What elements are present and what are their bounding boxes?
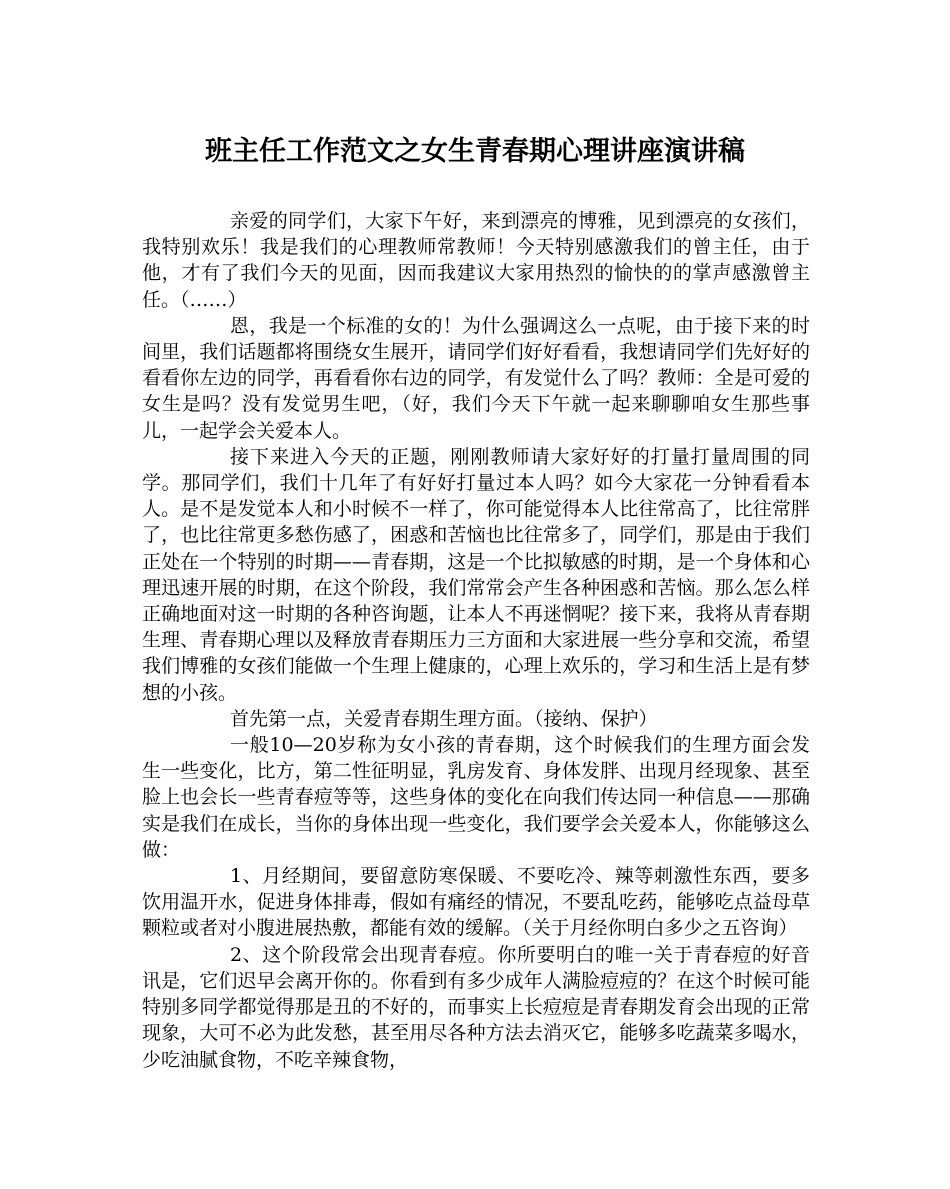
- paragraph: 恩，我是一个标准的女的！为什么强调这么一点呢，由于接下来的时间里，我们话题都将围绕女生展开，请同学们好好看看，我想请同学们先好好的看看你左边的同学，再看看你右边的同学，有发觉什么了吗？教师：全是可爱的女生是吗？没有发觉男生吧，（好，我们今天下午就一起来聊聊咱女生那些事儿，一起学会关爱本人。: [142, 314, 810, 442]
- paragraph: 1、月经期间，要留意防寒保暖、不要吃冷、辣等刺激性东西，要多饮用温开水，促进身体排毒，假如有痛经的情况，不要乱吃药，能够吃点益母草颗粒或者对小腹进展热敷，都能有效的缓解。（关于月经你明白多少之五咨询）: [142, 865, 810, 940]
- paragraph: 亲爱的同学们，大家下午好，来到漂亮的博雅，见到漂亮的女孩们，我特别欢乐！我是我们的心理教师常教师！今天特别感激我们的曾主任，由于他，才有了我们今天的见面，因而我建议大家用热烈的愉快的的掌声感激曾主任。（……）: [142, 210, 810, 311]
- page-title: 班主任工作范文之女生青春期心理讲座演讲稿: [205, 136, 745, 167]
- paragraph: 一般10—20岁称为女小孩的青春期，这个时候我们的生理方面会发生一些变化，比方，第二性征明显，乳房发育、身体发胖、出现月经现象、甚至脸上也会长一些青春痘等等，这些身体的变化在向我们传达同一种信息——那确实是我们在成长，当你的身体出现一些变化，我们要学会关爱本人，你能够这么做：: [142, 734, 810, 861]
- paragraph: 接下来进入今天的正题，刚刚教师请大家好好的打量打量周围的同学。那同学们，我们十几年了有好好打量过本人吗？如今大家花一分钟看看本人。是不是发觉本人和小时候不一样了，你可能觉得本人比往常高了，比往常胖了，也比往常更多愁伤感了，困惑和苦恼也比往常多了，同学们，那是由于我们正处在一个特别的时期——青春期，这是一个比拟敏感的时期，是一个身体和心理迅速开展的时期，在这个阶段，我们常常会产生各种困惑和苦恼。那么怎么样正确地面对这一时期的各种咨询题，让本人不再迷惘呢？接下来，我将从青春期生理、青春期心理以及释放青春期压力三方面和大家进展一些分享和交流，希望我们博雅的女孩们能做一个生理上健康的，心理上欢乐的，学习和生活上是有梦想的小孩。: [142, 445, 810, 704]
- document-body: [142, 208, 810, 1073]
- paragraph: 首先第一点，关爱青春期生理方面。（接纳、保护）: [230, 707, 658, 730]
- paragraph: 2、这个阶段常会出现青春痘。你所要明白的唯一关于青春痘的好音讯是，它们迟早会离开你的。你看到有多少成年人满脸痘痘的？在这个时候可能特别多同学都觉得那是丑的不好的，而事实上长痘痘是青春期发育会出现的正常现象，大可不必为此发愁，甚至用尽各种方法去消灭它，能够多吃蔬菜多喝水，少吃油腻食物，不吃辛辣食物，: [142, 943, 810, 1071]
